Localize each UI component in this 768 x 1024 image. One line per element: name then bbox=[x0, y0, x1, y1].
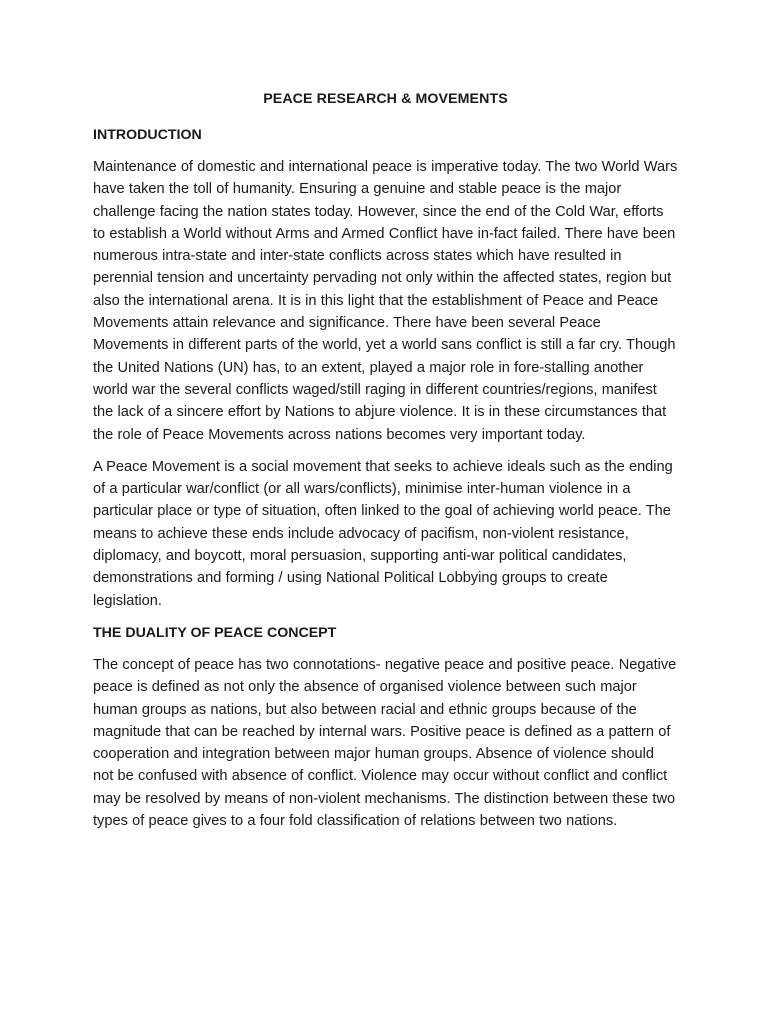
introduction-paragraph-1: Maintenance of domestic and international peace is imperative today. The two World Wars have taken the toll of humanity. Ensuring a genuine and stable peace is the major challenge facing the nation states today. However, since the end of the Cold War, efforts to establish a World without Arms and Armed Conflict have in-fact failed. There have been numerous intra-state and inter-state conflicts across states which have resulted in perennial tension and uncertainty pervading not only within the affected states, region but also the international arena. It is in this light that the establishment of Peace and Peace Movements attain relevance and significance. There have been several Peace Movements in different parts of the world, yet a world sans conflict is still a far cry. Though the United Nations (UN) has, to an extent, played a major role in fore-stalling another world war the several conflicts waged/still raging in different countries/regions, manifest the lack of a sincere effort by Nations to abjure violence. It is in these circumstances that the role of Peace Movements across nations becomes very important today. bbox=[93, 159, 678, 443]
section-heading-duality-of-peace: THE DUALITY OF PEACE CONCEPT bbox=[93, 624, 337, 641]
introduction-paragraph-2: A Peace Movement is a social movement that seeks to achieve ideals such as the ending of a particular war/conflict (or all wars/conflicts), minimise inter-human violence in a particular place or type of situation, often linked to the goal of achieving world peace. The means to achieve these ends include advocacy of pacifism, non-violent resistance, diplomacy, and boycott, moral persuasion, supporting anti-war political candidates, demonstrations and forming / using National Political Lobbying groups to create legislation. bbox=[93, 458, 673, 609]
section-heading-introduction: INTRODUCTION bbox=[93, 127, 202, 143]
duality-paragraph-1: The concept of peace has two connotations- negative peace and positive peace. Negative peace is defined as not only the absence of organised violence between such major human groups as nations, but also between racial and ethnic groups because of the magnitude that can be reached by internal wars. Positive peace is defined as a pattern of cooperation and integration between major human groups. Absence of violence should not be confused with absence of conflict. Violence may occur without conflict and conflict may be resolved by means of non-violent mechanisms. The distinction between these two types of peace gives to a four fold classification of relations between two nations. bbox=[93, 656, 677, 830]
document-title: PEACE RESEARCH & MOVEMENTS bbox=[263, 91, 508, 107]
document-body bbox=[93, 88, 678, 842]
